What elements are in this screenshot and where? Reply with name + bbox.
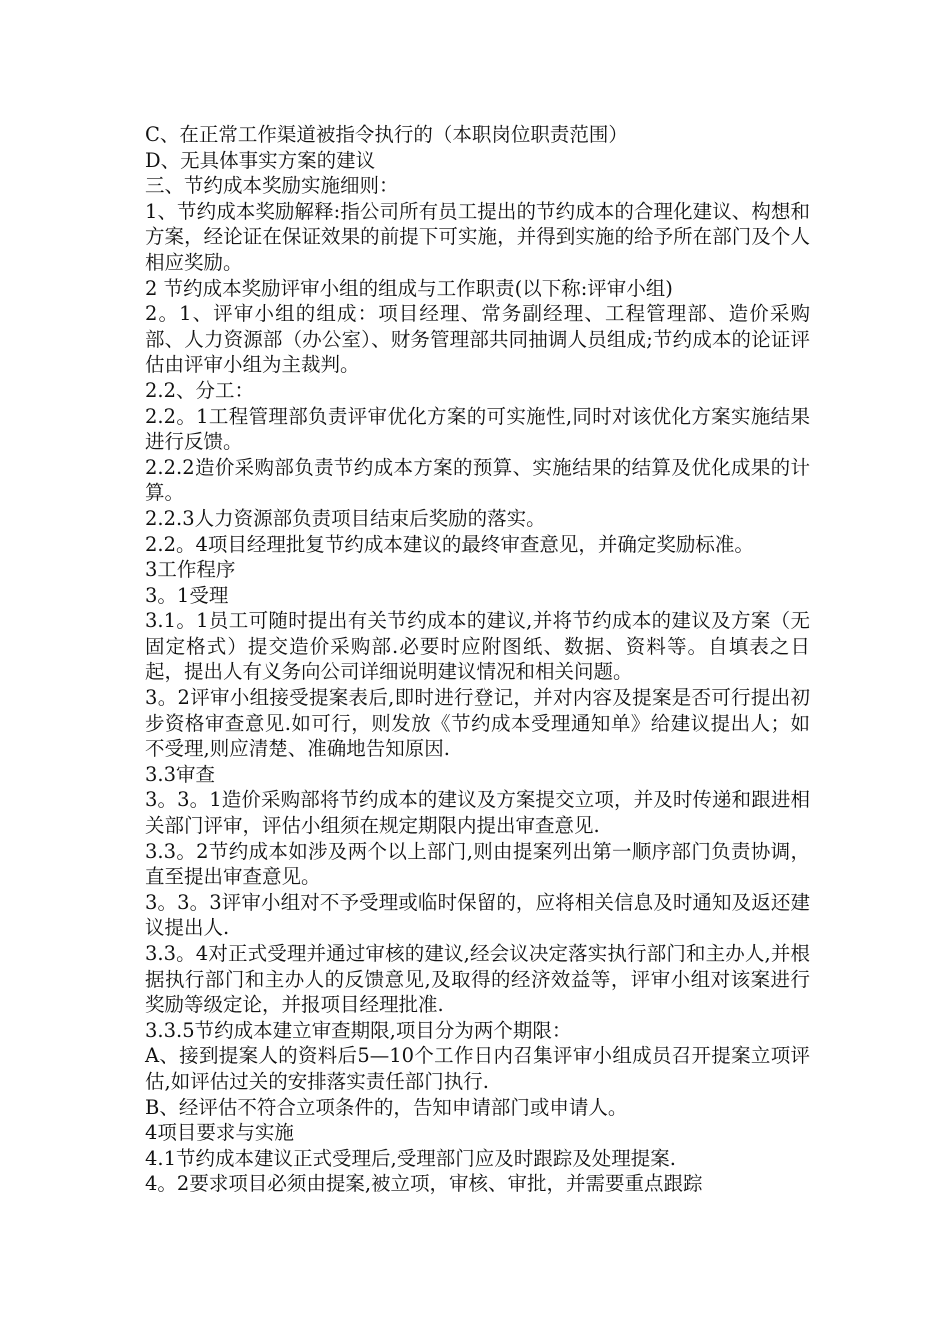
paragraph-3-3-3: 3。3。3评审小组对不予受理或临时保留的，应将相关信息及时通知及返还建议提出人. xyxy=(145,890,810,940)
paragraph-4-2: 4。2要求项目必须由提案,被立项，审核、审批，并需要重点跟踪 xyxy=(145,1172,703,1196)
paragraph-1: 1、节约成本奖励解释:指公司所有员工提出的节约成本的合理化建议、构想和方案，经论证在保证效果的前提下可实施，并得到实施的给予所在部门及个人相应奖励。 xyxy=(145,199,810,274)
paragraph-2-2-3: 2.2.3人力资源部负责项目结束后奖励的落实。 xyxy=(145,506,546,530)
paragraph-d: D、无具体事实方案的建议 xyxy=(145,148,376,172)
paragraph-2: 2 节约成本奖励评审小组的组成与工作职责(以下称:评审小组) xyxy=(145,276,673,300)
paragraph-3-1: 3。1受理 xyxy=(145,583,229,607)
paragraph-4-1: 4.1节约成本建议正式受理后,受理部门应及时跟踪及处理提案. xyxy=(145,1146,676,1170)
paragraph-3: 3工作程序 xyxy=(145,558,236,582)
paragraph-3-3-4: 3.3。4对正式受理并通过审核的建议,经会议决定落实执行部门和主办人,并根据执行部门和主办人的反馈意见,及取得的经济效益等，评审小组对该案进行奖励等级定论，并报项目经理批准. xyxy=(145,942,810,1017)
document-page xyxy=(145,122,810,1197)
paragraph-2-2-1: 2.2。1工程管理部负责评审优化方案的可实施性,同时对该优化方案实施结果进行反馈。 xyxy=(145,404,810,454)
paragraph-3-3-1: 3。3。1造价采购部将节约成本的建议及方案提交立项，并及时传递和跟进相关部门评审，评估小组须在规定期限内提出审查意见. xyxy=(145,788,810,838)
paragraph-2-2-2: 2.2.2造价采购部负责节约成本方案的预算、实施结果的结算及优化成果的计算。 xyxy=(145,455,810,505)
paragraph-2-1: 2。1、评审小组的组成：项目经理、常务副经理、工程管理部、造价采购部、人力资源部（办公室）、财务管理部共同抽调人员组成;节约成本的论证评估由评审小组为主裁判。 xyxy=(145,302,810,377)
paragraph-3-2: 3。2评审小组接受提案表后,即时进行登记，并对内容及提案是否可行提出初步资格审查意见.如可行，则发放《节约成本受理通知单》给建议提出人；如不受理,则应清楚、准确地告知原因. xyxy=(145,686,810,761)
paragraph-3-1-1: 3.1。1员工可随时提出有关节约成本的建议,并将节约成本的建议及方案（无固定格式）提交造价采购部.必要时应附图纸、数据、资料等。自填表之日起，提出人有义务向公司详细说明建议情况和相关问题。 xyxy=(145,609,810,684)
paragraph-4: 4项目要求与实施 xyxy=(145,1121,294,1145)
paragraph-3-3-2: 3.3。2节约成本如涉及两个以上部门,则由提案列出第一顺序部门负责协调，直至提出审查意见。 xyxy=(145,839,810,889)
paragraph-c: C、在正常工作渠道被指令执行的（本职岗位职责范围） xyxy=(145,123,628,146)
paragraph-b: B、经评估不符合立项条件的，告知申请部门或申请人。 xyxy=(145,1095,628,1119)
paragraph-3-3-5: 3.3.5节约成本建立审查期限,项目分为两个期限： xyxy=(145,1018,572,1042)
paragraph-a: A、接到提案人的资料后5—10个工作日内召集评审小组成员召开提案立项评估,如评估过关的安排落实责任部门执行. xyxy=(145,1044,810,1093)
paragraph-3-3: 3.3审查 xyxy=(145,762,216,786)
paragraph-2-2-4: 2.2。4项目经理批复节约成本建议的最终审查意见，并确定奖励标准。 xyxy=(145,532,754,556)
paragraph-2-2: 2.2、分工： xyxy=(145,378,255,402)
section-heading-3: 三、节约成本奖励实施细则： xyxy=(145,174,399,198)
